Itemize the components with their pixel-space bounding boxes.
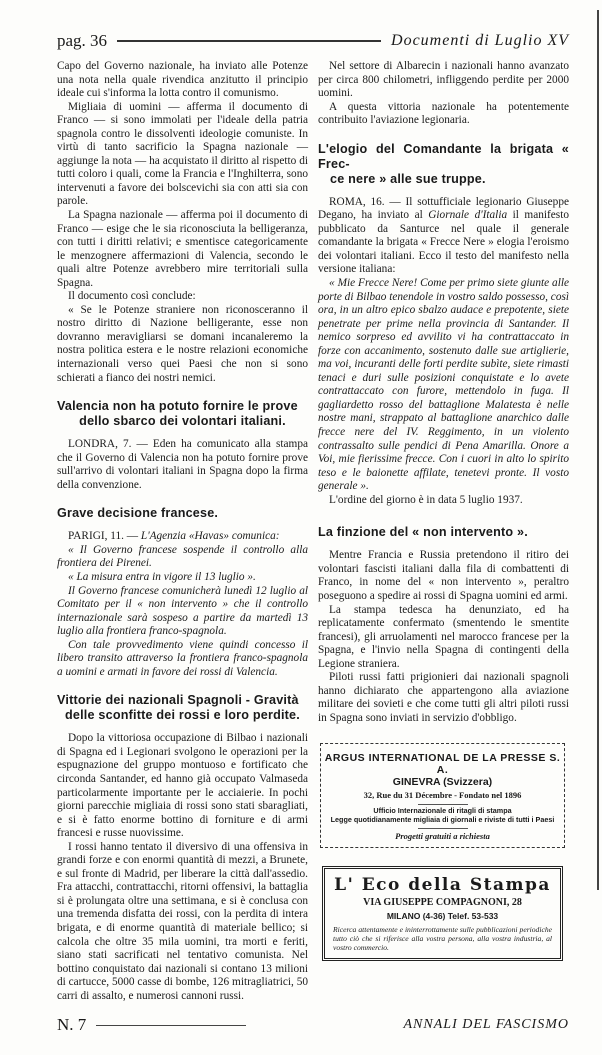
paragraph: Capo del Governo nazionale, ha inviato alle Potenze una nota nella quale rivendica anzitutto il principio ideale cui s'informa la lotta contro il comunismo. [57,60,308,100]
ad-title: L' Eco della Stampa [334,875,551,896]
text-run: il manifesto pubblicato da Santurce nel quale il generale comandante la brigata « Frecce Nere » elogia l'eroismo dei volontari italiani. Ecco il testo del manifesto nella versione italiana: [318,209,569,276]
quote-intro: L'Agenzia «Havas» comunica: [140,530,280,543]
columns [57,60,569,1003]
footer-rule [96,1025,246,1026]
publication-title: ANNALI DEL FASCISMO [403,1017,569,1033]
heading-line: delle sconfitte dei rossi e loro perdite. [65,708,300,723]
heading-line: dello sbarco dei volontari italiani. [79,414,286,429]
paragraph: I rossi hanno tentato il diversivo di una offensiva in grandi forze e con enormi quantità di mezzi, a Brunete, e sul fronte di Madrid, per liberare la città dall'assedio. Fra attacchi, contrattacchi, ritorni offensivi, la battaglia si è prolungata oltre una settimana, e si è conclusa con una tremenda disfatta dei rossi, con la perdita di intera brigata, e di enorme quantità di materiale bellico; si calcola che oltre 35 mila uomini, tra morti e feriti, siano stati sacrificati nel tentativo comunista. Nel bottino conquistato dai nazionali si contano 13 milioni di cartucce, 5000 casse di bombe, 126 mitragliatrici, 50 carri di assalto, e numerosi cannoni russi. [57,840,308,1002]
dateline: PARIGI, 11. — [68,530,141,543]
ad-text: Legge quotidianamente migliaia di giornali e riviste di tutti i Paesi [330,814,555,824]
paragraph: « Il Governo francese sospende il controllo alla frontiera dei Pirenei. [57,543,308,570]
text-run: ROMA, 16. — Il sottufficiale legionario Giuseppe Degano, ha inviato al [318,195,569,222]
newspaper-name: Giornale d'Italia [428,209,508,222]
page-footer [57,1015,569,1035]
paragraph: A questa vittoria nazionale ha potentemente contribuito l'aviazione legionaria. [318,100,569,127]
section-heading [57,693,308,723]
paragraph: Mentre Francia e Russia pretendono il ritiro dei volontari fascisti italiani dalla fila di combattenti di Franco, in nome del « non intervento », peraltro poseguono a spedire ai rossi di Spagna uomini ed armi. [318,549,569,602]
ad-city: MILANO (4-36) Telef. 53-533 [386,911,499,922]
paragraph: Migliaia di uomini — afferma il documento di Franco — si sono immolati per l'ideale della patria spagnola contro le dissolventi ideologie comuniste. In virtù di tanto sacrificio la Spagna nazionale — aggiunge la nota — ha acquistato il diritto al rispetto di tutti coloro i quali, come la Francia e l'Inghilterra, sono intervenuti a favore dei bolscevichi sia con atti sia con parole. [57,100,308,208]
paragraph: LONDRA, 7. — Eden ha comunicato alla stampa che il Governo di Valencia non ha potuto fornire prove sull'arrivo di volontari italiani in Spagna dopo la firma della convenzione. [57,438,308,491]
paragraph: Con tale provvedimento viene quindi concesso il libero transito attraverso la frontiera franco-spagnola a uomini e armati in favore dei rossi di Valencia. [57,638,308,678]
paragraph: La stampa tedesca ha denunziato, ed ha replicatamente confermato (smentendo le smentite francesi), gli arruolamenti nel marocco francese per la Spagna, e l'invio nella Spagna di contingenti della Legione straniera. [318,603,569,670]
header-rule [117,40,381,42]
ad-text: Ufficio Internazionale di ritagli di stampa [373,806,512,816]
argus-advertisement [320,743,565,848]
left-column [57,60,308,1003]
manifesto-quote: « Mie Frecce Nere! Come per primo siete giunte alle porte di Bilbao tenendole in vostro saldo possesso, così ora, in un altro epico sbalzo audace e prepotente, siete penetrate per prime nella provincia di Santander. Il nemico sorpreso ed avvilito vi ha contrattaccato in forze con accanimento, sostenuto dalle sue artiglierie, ma voi, incuranti delle forti perdite subìte, siete rimasti tenaci e duri sulle posizioni conquistate e lo avete contrattaccato con furore, mettendolo in fuga. Il gagliardetto rosso del battaglione Malatesta è nelle nostre mani, strappato al battaglione anarchico dalle frecce nere del IV. Reggimento, in un violento contrassalto sulle pendici di Pena Amarilla. Onore a Voi, mie fierissime frecce. Con i cuori in alto lo spirito teso e le baionette affilate, tenetevi pronte. Il vosto generale ». [318,277,569,493]
running-title: Documenti di Luglio XV [391,32,569,49]
paragraph: Il documento così conclude: [68,290,196,303]
ad-title: ARGUS INTERNATIONAL DE LA PRESSE S. A. [324,752,561,777]
paragraph [318,196,569,277]
paragraph: La Spagna nazionale — afferma poi il documento di Franco — esige che le sia riconosciuta la belligeranza, con tutti i diritti relativi; e smentisce categoricamente le menzognere affermazioni di Valencia, secondo le quali altre Potenze avrebbero mire territoriali sulla Spagna. [57,209,308,289]
paragraph [57,530,308,544]
page-edge [597,10,599,890]
section-heading [57,399,308,429]
heading-line: ce nere » alle sue truppe. [330,171,486,186]
divider [418,804,468,805]
heading-line: Vittorie dei nazionali Spagnoli - Gravità [57,693,299,708]
ad-tagline: Progetti gratuiti a richiesta [395,831,490,842]
paragraph: Il Governo francese comunicherà lunedì 12 luglio al Comitato per il « non intervento » che il controllo internazionale sarà sospeso a partire da martedì 13 luglio alla frontiera franco-spagnola. [57,584,308,638]
right-column [318,60,569,961]
heading-line: L'elogio del Comandante la brigata « Frec- [318,141,569,171]
page-number: pag. 36 [57,31,108,50]
ad-city: GINEVRA (Svizzera) [392,776,493,789]
paragraph: Nel settore di Albarecin i nazionali hanno avanzato per circa 800 chilometri, infliggendo perdite per 2000 uomini. [318,60,569,100]
eco-stampa-advertisement [322,866,563,961]
divider [418,828,468,829]
section-heading: La finzione del « non intervento ». [318,525,528,540]
paragraph: « Se le Potenze straniere non riconosceranno il nostro diritto di Nazione belligerante, esse non dovranno meravigliarsi se domani incanaleremo la nostra politica estera e le nostre relazioni economiche internazionali verso quei Paesi che non si sono schierati a fianco dei nostri nemici. [57,303,308,384]
paragraph: L'ordine del giorno è in data 5 luglio 1937. [329,493,523,506]
section-heading [318,142,569,187]
page-header [57,30,569,52]
issue-number: N. 7 [57,1015,87,1035]
paragraph: « La misura entra in vigore il 13 luglio ». [68,570,256,583]
paragraph: Dopo la vittoriosa occupazione di Bilbao i nazionali di Spagna ed i Legionari svolgono le operazioni per la espugnazione del gruppo montuoso e fortificato che circonda Santander, ed hanno già occupato Valmaseda particolarmente importante per le acciaierie. In pochi giorni parecchie migliaia di rossi sono stati sbaragliati, e si è fatto enorme bottino di forniture e di armi francesi e russe nuovissime. [57,732,308,840]
heading-line: Valencia non ha potuto fornire le prove [57,399,298,414]
paragraph: Piloti russi fatti prigionieri dai nazionali spagnoli hanno dichiarato che appartengono alla aviazione militare dei sovieti e che come tutti gli altri piloti russi in Spagna sono inviati in servizio d'obbligo. [318,671,569,724]
ad-address: VIA GIUSEPPE COMPAGNONI, 28 [363,897,522,909]
ad-address: 32, Rue du 31 Décembre - Fondato nel 1896 [363,790,522,801]
ad-text: Ricerca attentamente e ininterrottamente sulle pubblicazioni periodiche tutto ciò che si riferisce alla vostra persona, alla vostra industria, al vostro commercio. [333,925,552,953]
section-heading: Grave decisione francese. [57,506,219,521]
